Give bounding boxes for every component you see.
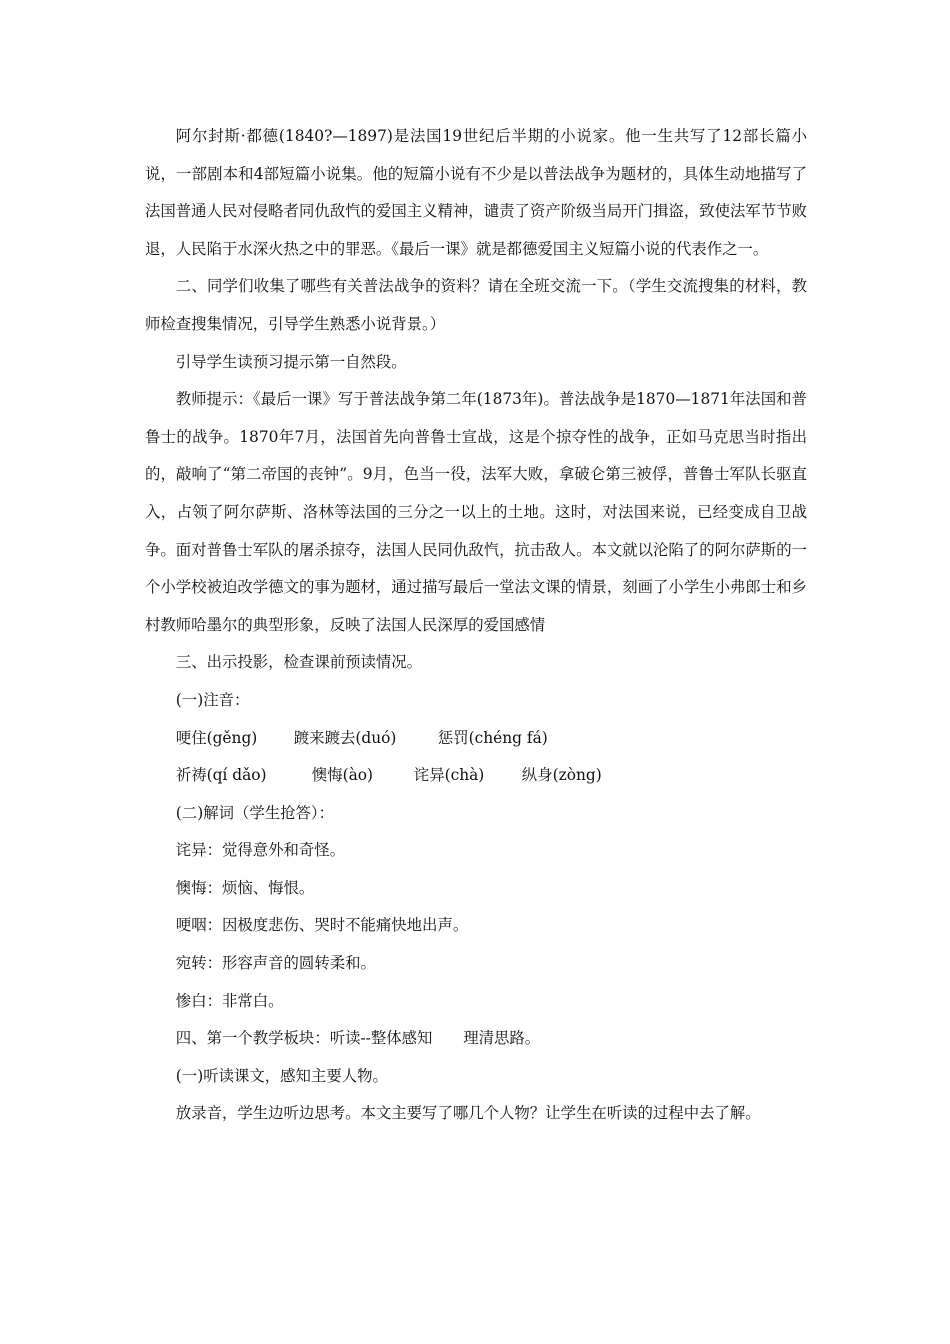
paragraph-teacher-hint: 教师提示：《最后一课》写于普法战争第二年(1873年)。普法战争是1870—1871年法国和普鲁士的战争。1870年7月，法国首先向普鲁士宣战，这是个掠夺性的战争，正如马克思当时指出的，敲响了“第二帝国的丧钟”。9月，色当一役，法军大败，拿破仑第三被俘，普鲁士军队长驱直入，占领了阿尔萨斯、洛林等法国的三分之一以上的土地。这时，对法国来说，已经变成自卫战争。面对普鲁士军队的屠杀掠夺，法国人民同仇敌忾，抗击敌人。本文就以沦陷了的阿尔萨斯的一个小学校被迫改学德文的事为题材，通过描写最后一堂法文课的情景，刻画了小学生小弗郎士和乡村教师哈墨尔的典型形象，反映了法国人民深厚的爱国感情 bbox=[145, 390, 807, 634]
paragraph-author-intro: 阿尔封斯·都德(1840?—1897)是法国19世纪后半期的小说家。他一生共写了12部长篇小说，一部剧本和4部短篇小说集。他的短篇小说有不少是以普法战争为题材的，具体生动地描写了法国普通人民对侵略者同仇敌忾的爱国主义精神，谴责了资产阶级当局开门揖盗，致使法军节节败退，人民陷于水深火热之中的罪恶。《最后一课》就是都德爱国主义短篇小说的代表作之一。 bbox=[145, 127, 807, 258]
pinyin-item: 惩罚(chéng fá) bbox=[437, 728, 548, 747]
paragraph-listen-heading: (一)听读课文，感知主要人物。 bbox=[175, 1066, 388, 1085]
pinyin-row-2 bbox=[145, 757, 807, 795]
pinyin-item: 祈祷(qí dǎo) bbox=[175, 766, 267, 785]
vocab-item: 诧异：觉得意外和奇怪。 bbox=[175, 841, 346, 860]
vocab-item: 宛转：形容声音的圆转柔和。 bbox=[175, 954, 376, 973]
vocab-item: 哽咽：因极度悲伤、哭时不能痛快地出声。 bbox=[175, 916, 469, 935]
paragraph-section-4: 四、第一个教学板块：听读--整体感知 理清思路。 bbox=[175, 1029, 541, 1048]
document-body bbox=[145, 118, 807, 1133]
vocab-item: 惨白：非常白。 bbox=[175, 991, 284, 1010]
pinyin-item: 懊悔(ào) bbox=[311, 766, 374, 785]
paragraph-guide-reading: 引导学生读预习提示第一自然段。 bbox=[175, 352, 407, 371]
pinyin-item: 哽住(gěng) bbox=[175, 728, 258, 747]
pinyin-item: 诧异(chà) bbox=[413, 766, 485, 785]
pinyin-item: 纵身(zòng) bbox=[521, 766, 602, 785]
pinyin-item: 踱来踱去(duó) bbox=[293, 728, 397, 747]
vocab-item: 懊悔：烦恼、悔恨。 bbox=[175, 878, 315, 897]
paragraph-pinyin-heading: (一)注音： bbox=[175, 690, 250, 709]
paragraph-section-2: 二、同学们收集了哪些有关普法战争的资料？请在全班交流一下。（学生交流搜集的材料，教师检查搜集情况，引导学生熟悉小说背景。） bbox=[145, 277, 807, 333]
paragraph-listen-task: 放录音，学生边听边思考。本文主要写了哪几个人物？让学生在听读的过程中去了解。 bbox=[175, 1104, 761, 1123]
paragraph-section-3: 三、出示投影，检查课前预读情况。 bbox=[175, 653, 423, 672]
paragraph-vocab-heading: (二)解词（学生抢答）： bbox=[175, 803, 335, 822]
pinyin-row-1 bbox=[145, 720, 807, 758]
